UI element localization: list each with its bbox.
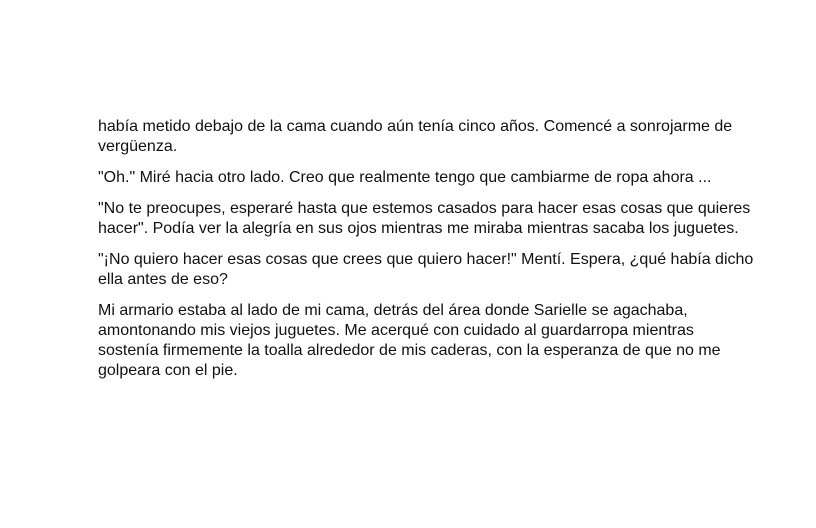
paragraph-2: "Oh." Miré hacia otro lado. Creo que realmente tengo que cambiarme de ropa ahora ... bbox=[98, 169, 712, 186]
paragraph-4: "¡No quiero hacer esas cosas que crees que quiero hacer!" Mentí. Espera, ¿qué había dicho ella antes de eso? bbox=[98, 251, 754, 288]
document-body bbox=[98, 117, 758, 392]
paragraph-1: había metido debajo de la cama cuando aún tenía cinco años. Comencé a sonrojarme de vergüenza. bbox=[98, 118, 733, 155]
paragraph-5: Mi armario estaba al lado de mi cama, detrás del área donde Sarielle se agachaba, amontonando mis viejos juguetes. Me acerqué con cuidado al guardarropa mientras sostenía firmemente la toalla alrededor de mis caderas, con la esperanza de que no me golpeara con el pie. bbox=[98, 302, 721, 379]
paragraph-3: "No te preocupes, esperaré hasta que estemos casados para hacer esas cosas que quieres hacer". Podía ver la alegría en sus ojos mientras me miraba mientras sacaba los juguetes. bbox=[98, 200, 751, 237]
